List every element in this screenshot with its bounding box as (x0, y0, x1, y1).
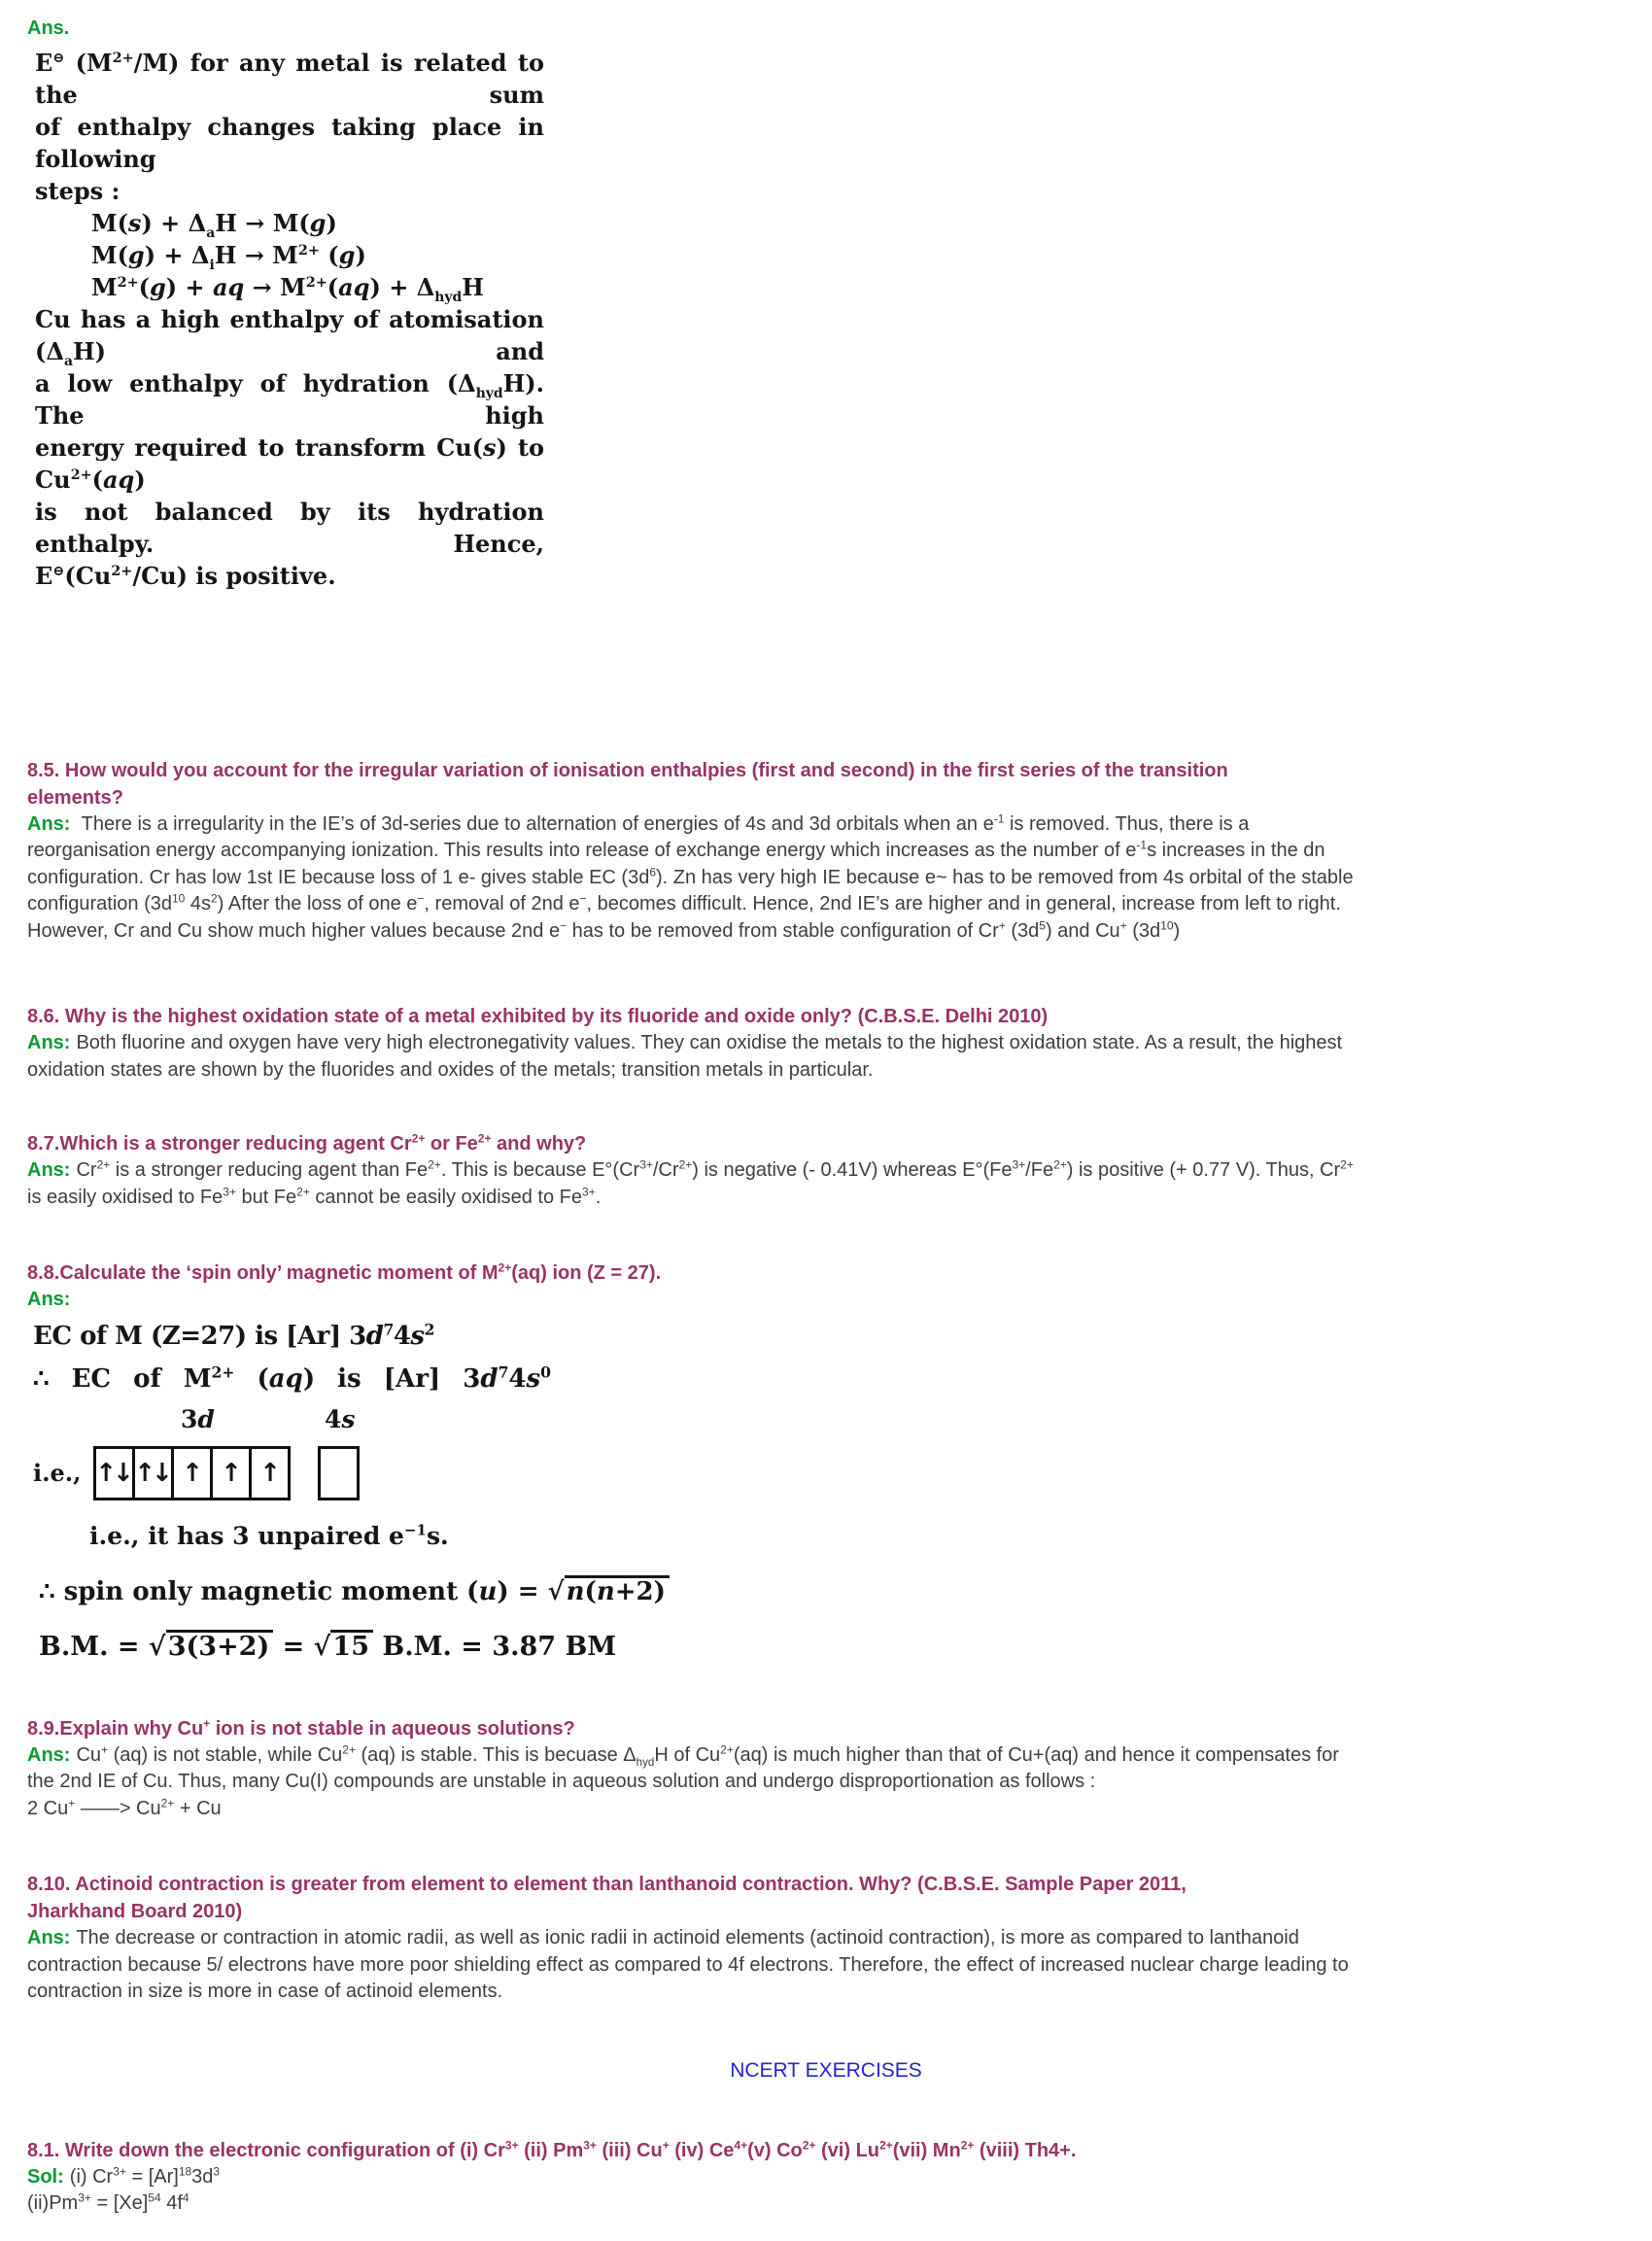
question-8-6-block (27, 1003, 1625, 1084)
answer-8-6 (27, 1030, 1354, 1084)
answer-text: Cu+ (aq) is not stable, while $Cu^{2+}$ (aq) is stable. This is becuase $\Delta_{hyd}H$ of $Cu^{2+}(aq)$ is much higher than that of Cu+(aq) and hence it compensates for the 2nd IE of Cu. Thus, many Cu(I) compounds are unstable in aqueous solution and undergo disproportionation as follows : (27, 1741, 1339, 1792)
scan-equation: $M(s) + \Delta_aH \to M(g)$ (91, 208, 337, 241)
scan-body-line: is not balanced by its hydration enthalpy. Hence, (35, 497, 544, 558)
scan-body-line: energy required to transform Cu(s) to $Cu^{2+}(aq)$ (35, 432, 544, 494)
question-8-7-block (27, 1130, 1625, 1211)
answer-label: Ans: (27, 1159, 71, 1181)
bohr-magneton-result: B.M. = √3(3+2) = √15 B.M. = 3.87 BM (39, 1631, 617, 1662)
answer-text: The decrease or contraction in atomic radii, as well as ionic radii in actinoid elements (actinoid contraction), is more as compared to lanthanoid contraction because 5/ electrons have more poor shielding effect as compared to 4f electrons. Therefore, the effect of increased nuclear charge leading to contraction in size is more in case of actinoid elements. (27, 1927, 1349, 2002)
answer-label: Ans: (27, 812, 71, 835)
solution-line: (i) $Cr^{3+} = [Ar]^{18}3d^3$ (69, 2163, 221, 2188)
scan-body-line: $E^⊖(Cu^{2+}/Cu)$ is positive. (35, 561, 336, 590)
answer-text: Both fluorine and oxygen have very high electronegativity values. They can oxidise the metals to the highest oxidation state. As a result, the highest oxidation states are shown by the fluorides and oxides of the metals; transition metals in particular. (27, 1032, 1343, 1081)
scan-intro-line: E⊖ $(M^{2+}/M)$ for any metal is related to the sum (35, 48, 544, 109)
question-8-1-block (27, 2137, 1625, 2218)
question-8-5-block (27, 757, 1625, 946)
scan-intro-line: steps : (35, 176, 120, 205)
orbital-box: ↑↓ (132, 1446, 174, 1500)
orbital-box: ↑↓ (93, 1446, 135, 1500)
question-8-9-block (27, 1715, 1625, 1823)
answer-8-5 (27, 811, 1354, 946)
scanned-answer-block-top (27, 16, 1625, 592)
orbital-box-empty-4s (318, 1446, 360, 1500)
answer-label: Ans. (27, 17, 70, 39)
answer-8-7 (27, 1157, 1354, 1211)
solution-line: $(ii)Pm^{3+} = [Xe]^{54}$ $4f^4$ (27, 2190, 189, 2214)
question-text-line: Jharkhand Board 2010) (27, 1901, 243, 1922)
answer-text: $Cr^{2+}$ is a stronger reducing agent than $Fe^{2+}$. This is because $E^\circ(Cr^{3+}/Cr^{2+})$ is negative (- 0.41V) whereas $E^\circ(Fe^{3+}/Fe^{2+})$ is positive (+ 0.77 V). Thus, $Cr^{2+}$ is easily oxidised to $Fe^{3+}$ but $Fe^{2+}$ cannot be easily oxidised to $Fe^{3+}$. (27, 1157, 1354, 1208)
question-text-line: elements? (27, 786, 123, 809)
question-8-8-block (27, 1259, 1625, 1662)
scan-intro-line: of enthalpy changes taking place in following (35, 112, 544, 173)
answer-label: Ans: (27, 1289, 71, 1310)
scan-body-line: Cu has a high enthalpy of atomisation $(\Delta_aH)$ and (35, 304, 544, 369)
question-8-10-block (27, 1871, 1625, 2006)
question-8-6-heading: 8.6. Why is the highest oxidation state of a metal exhibited by its fluoride and oxide only? (C.B.S.E. Delhi 2010) (27, 1006, 1049, 1027)
question-8-9-heading: 8.9.Explain why Cu+ ion is not stable in aqueous solutions? (27, 1715, 575, 1740)
question-8-1-heading: 8.1. Write down the electronic configuration of (i) $Cr^{3+}$ (ii) $Pm^{3+}$ (iii) Cu+ (iv) $Ce^{4+}(v)$ $Co^{2+}$ (vi) $Lu^{2+}(vii)$ $Mn^{2+}$ (viii) Th4+. (27, 2137, 1077, 2161)
answer-8-10 (27, 1925, 1354, 2006)
orbital-box: ↑ (171, 1446, 213, 1500)
orbital-box: ↑ (249, 1446, 291, 1500)
orbital-labels (33, 1405, 1625, 1444)
orbital-label-3d: 3d (181, 1404, 215, 1433)
solution-label: Sol: (27, 2165, 64, 2188)
question-8-7-heading: 8.7.Which is a stronger reducing agent $Cr^{2+}$ or $Fe^{2+}$ and why? (27, 1131, 587, 1155)
scan-body-line: a low enthalpy of hydration $(\Delta_{hyd}H)$. The high (35, 368, 544, 430)
unpaired-electrons-line: i.e., it has 3 unpaired $e^{-1}s$. (89, 1521, 449, 1550)
scan-equation: $M^{2+}(g)$ + aq → $M^{2+}(aq) + \Delta_{hyd}H$ (91, 272, 484, 305)
question-text-line: 8.5. How would you account for the irregular variation of ionisation enthalpies (first and second) in the first series of the transition (27, 759, 1228, 781)
orbital-label-4s: 4s (325, 1404, 356, 1433)
electron-config-line: EC of M (Z=27) is [Ar] $3d^74s^2$ (33, 1319, 434, 1351)
orbital-box: ↑ (210, 1446, 252, 1500)
answer-label: Ans: (27, 1927, 71, 1948)
ncert-exercises-heading: NCERT EXERCISES (730, 2058, 922, 2082)
scanned-working-8-8 (33, 1319, 1625, 1662)
scanned-text (35, 47, 544, 592)
electron-config-line: ∴ EC of $M^{2+}$ (aq) is [Ar] $3d^74s^0$ (33, 1362, 552, 1394)
solution-8-1 (27, 2164, 1354, 2191)
spin-only-moment-formula: ∴ spin only magnetic moment (u) = √n(n+2) (39, 1575, 1625, 1606)
scan-equation: $M(g) + \Delta_iH \to M^{2+}$ (g) (91, 240, 366, 273)
question-text-line: 8.10. Actinoid contraction is greater from element to element than lanthanoid contraction. Why? (C.B.S.E. Sample Paper 2011, (27, 1874, 1187, 1895)
question-8-8-heading: 8.8.Calculate the ‘spin only’ magnetic moment of $M^{2+}(aq)$ ion (Z = 27). (27, 1260, 662, 1284)
ie-label: i.e., (33, 1459, 82, 1487)
question-8-10-heading (27, 1871, 1378, 1925)
answer-8-9 (27, 1742, 1354, 1796)
question-8-5-heading (27, 757, 1378, 811)
orbital-diagram (33, 1446, 1625, 1500)
answer-8-8-label-row (27, 1287, 1625, 1314)
answer-text: There is a irregularity in the IE’s of 3d-series due to alternation of energies of 4s and 3d orbitals when an $e^{-1}$ is removed. Thus, there is a reorganisation energy accompanying ionization. This results into release of exchange energy which increases as the number of $e^{-1}s$ increases in the dn configuration. Cr has low 1st IE because loss of 1 e- gives stable EC $(3d^6)$. Zn has very high IE because e~ has to be removed from 4s orbital of the stable configuration ($3d^{10}$ $4s^2$) After the loss of one e−, removal of 2nd e−, becomes difficult. Hence, 2nd IE’s are higher and in general, increase from left to right. However, Cr and Cu show much higher values because 2nd e− has to be removed from stable configuration of Cr+ $(3d^5)$ and Cu+ $(3d^{10})$ (27, 810, 1354, 942)
disproportionation-reaction: 2 Cu+ ——> $Cu^{2+} + Cu$ (27, 1795, 222, 1819)
answer-label: Ans: (27, 1743, 71, 1766)
answer-label: Ans: (27, 1032, 71, 1053)
